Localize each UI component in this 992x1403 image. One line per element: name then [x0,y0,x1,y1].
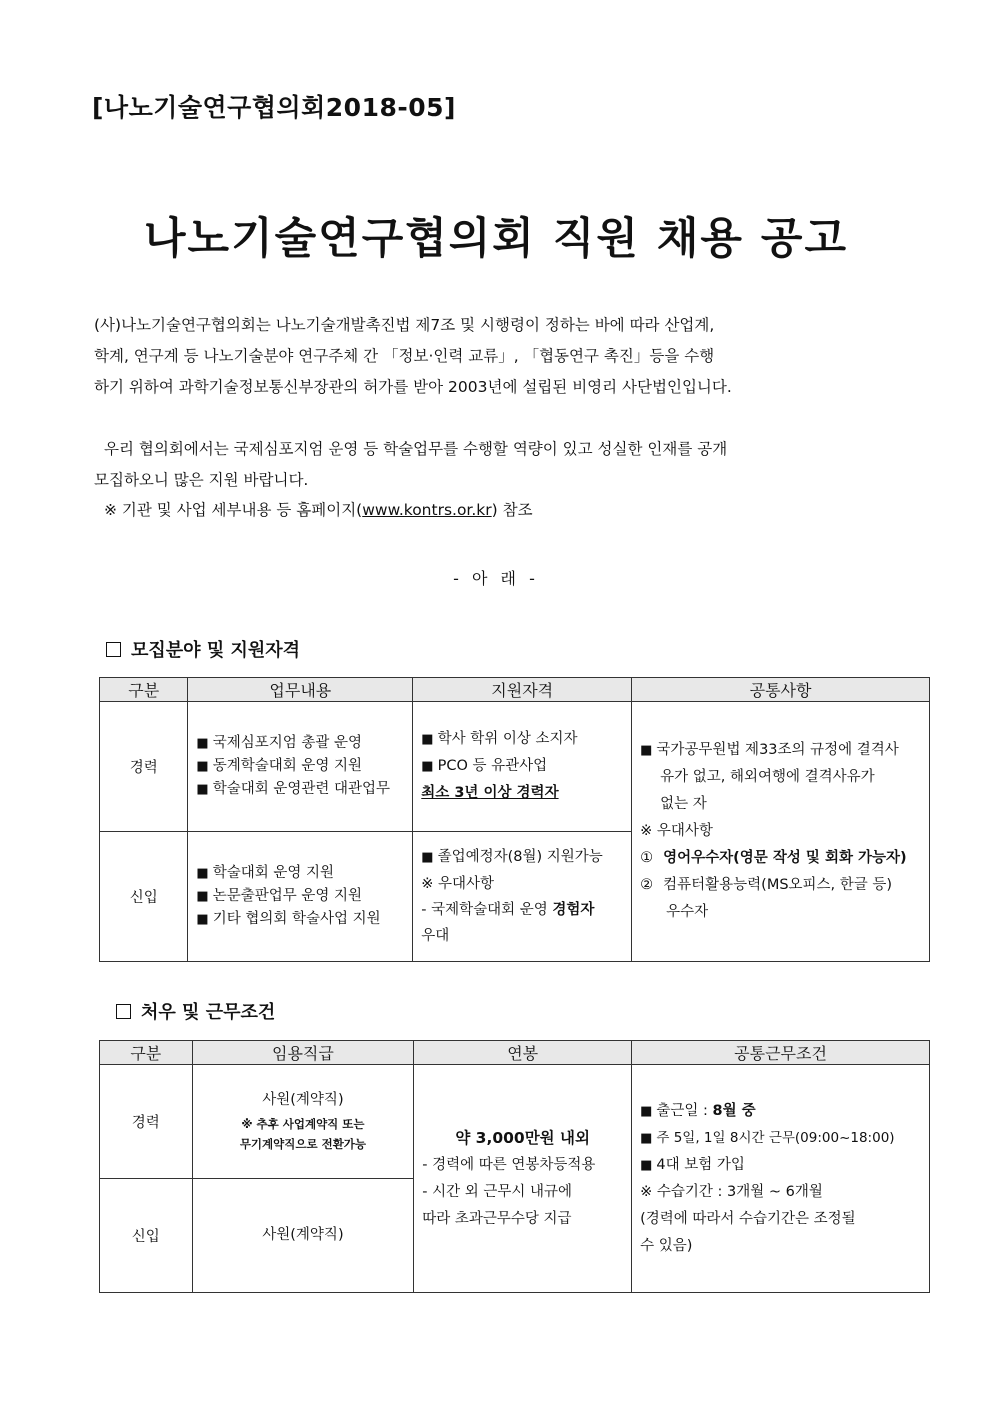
rank-note: ※ 추후 사업계약직 또는 [241,1117,365,1131]
list-item [196,755,404,778]
list-item [640,818,921,845]
list-item [196,862,404,885]
rank-text: 사원(계약직) [262,1092,344,1108]
bullet-icon: ■ [640,743,653,758]
section-heading-text: 모집분야 및 지원자격 [131,640,301,661]
salary-text: 따라 초과근무수당 지급 [422,1210,572,1227]
intro-line: 하기 위하여 과학기술정보통신부장관의 허가를 받아 2003년에 설립된 비영리 사단법인입니다. [94,378,732,396]
list-item [640,899,921,926]
category-cell: 경력 [100,702,188,832]
experience-requirement: 최소 3년 이상 경력자 [421,785,559,801]
qualification-text: 졸업예정자(8월) 지원가능 [437,849,603,865]
table-row [100,702,930,832]
common-text: 우수자 [666,904,709,920]
list-item [640,764,921,791]
qualification-text: 우대 [421,928,450,944]
category-cell: 신입 [100,1179,193,1293]
work-conditions-cell [632,1065,930,1293]
bullet-icon: ■ [640,1157,653,1173]
bullet-icon: ■ [421,732,434,747]
homepage-link[interactable]: www.kontrs.or.kr [362,501,492,519]
category-cell: 신입 [100,832,188,962]
bullet-icon: ■ [421,759,434,774]
note-prefix: ※ 기관 및 사업 세부내용 등 홈페이지( [104,501,363,519]
recruitment-table [99,677,930,962]
salary-cell [414,1065,632,1293]
common-requirements-cell [632,702,930,962]
intro-paragraph [94,310,902,403]
start-date: 8월 중 [712,1102,756,1119]
list-item [196,908,404,931]
intro-line: (사)나노기술연구협의회는 나노기술개발촉진법 제7조 및 시행령이 정하는 바에 따라 산업계, [94,316,715,334]
rank-cell [192,1179,414,1293]
common-text: 없는 자 [660,796,707,812]
bullet-icon: ■ [196,782,209,797]
bullet-icon: ■ [196,759,209,774]
duty-text: 기타 협의회 학술사업 지원 [212,911,381,927]
header-category: 구분 [100,1041,193,1065]
rank-note: 무기계약직으로 전환가능 [239,1137,367,1151]
page-title: 나노기술연구협의회 직원 채용 공고 [144,214,848,264]
number-marker: ② [640,877,654,893]
table-header-row [100,1041,930,1065]
table-row [100,1065,930,1179]
common-text: 컴퓨터활용능력(MS오피스, 한글 등) [663,877,893,893]
qualification-emphasis: 경험자 [552,902,595,918]
square-bullet-icon [106,642,121,657]
qualification-text: - 국제학술대회 운영 [421,902,553,918]
condition-text: 수 있음) [640,1237,693,1254]
list-item [640,845,921,872]
section-heading-conditions [116,998,275,1024]
list-item [421,780,623,807]
rank-text: 사원(계약직) [262,1227,344,1243]
common-text: 영어우수자(영문 작성 및 회화 가능자) [663,850,907,866]
condition-text: 출근일 : [656,1102,713,1119]
common-text: 유가 없고, 해외여행에 결격사유가 [660,769,875,785]
duties-cell [188,702,413,832]
header-duties: 업무내용 [188,678,413,702]
condition-text: ※ 수습기간 : 3개월 ~ 6개월 [640,1183,823,1200]
list-item [421,726,623,753]
document-id: [나노기술연구협의회2018-05] [92,93,456,122]
list-item [640,872,921,899]
salary-main: 약 3,000만원 내외 [455,1128,590,1147]
condition-text: 주 5일, 1일 8시간 근무(09:00~18:00) [656,1129,895,1146]
list-item [196,885,404,908]
bullet-icon: ■ [421,850,434,865]
list-item [421,897,623,923]
list-item [640,737,921,764]
common-text: 국가공무원법 제33조의 규정에 결격사 [656,742,899,758]
header-rank: 임용직급 [192,1041,414,1065]
qualifications-cell [413,832,632,962]
duty-text: 학술대회 운영 지원 [212,865,334,881]
bullet-icon: ■ [196,866,209,881]
salary-text: - 경력에 따른 연봉차등적용 [422,1156,596,1173]
list-item [421,844,623,871]
list-item [196,732,404,755]
square-bullet-icon [116,1004,131,1019]
list-item [640,1098,921,1125]
list-item [640,1179,921,1206]
duty-text: 학술대회 운영관련 대관업무 [212,781,391,797]
list-item [640,1206,921,1233]
list-item [640,1125,921,1152]
bullet-icon: ■ [196,889,209,904]
qualification-text: 학사 학위 이상 소지자 [437,731,578,747]
header-common: 공통사항 [632,678,930,702]
invite-line: 우리 협의회에서는 국제심포지엄 운영 등 학술업무를 수행할 역량이 있고 성실한 인재를 공개 [104,440,728,458]
header-category: 구분 [100,678,188,702]
bullet-icon: ■ [196,736,209,751]
qualification-text: PCO 등 유관사업 [437,758,548,774]
duty-text: 동계학술대회 운영 지원 [212,758,362,774]
invite-paragraph [94,434,902,496]
duty-text: 국제심포지엄 총괄 운영 [212,735,362,751]
list-item [421,871,623,897]
qualification-text: ※ 우대사항 [421,876,495,892]
rank-cell [192,1065,414,1179]
section-heading-text: 처우 및 근무조건 [141,1002,276,1023]
common-text: ※ 우대사항 [640,823,713,839]
condition-text: (경력에 따라서 수습기간은 조정될 [640,1210,856,1227]
duties-cell [188,832,413,962]
list-item [421,923,623,949]
bullet-icon: ■ [196,912,209,927]
list-item [640,791,921,818]
bullet-icon: ■ [640,1103,653,1119]
homepage-note [104,495,533,526]
intro-line: 학계, 연구계 등 나노기술분야 연구주체 간 「정보·인력 교류」, 「협동연구 촉진」등을 수행 [94,347,715,365]
table-header-row [100,678,930,702]
bullet-icon: ■ [640,1130,653,1146]
list-item [640,1233,921,1260]
list-item [196,778,404,801]
category-cell: 경력 [100,1065,193,1179]
number-marker: ① [640,850,654,866]
qualifications-cell [413,702,632,832]
details-divider: - 아 래 - [453,569,539,588]
header-salary: 연봉 [414,1041,632,1065]
conditions-table [99,1040,930,1293]
condition-text: 4대 보험 가입 [656,1156,745,1173]
note-suffix: ) 참조 [491,501,533,519]
list-item [640,1152,921,1179]
invite-line: 모집하오니 많은 지원 바랍니다. [94,471,309,489]
section-heading-recruitment [106,636,300,662]
salary-text: - 시간 외 근무시 내규에 [422,1183,572,1200]
list-item [421,753,623,780]
header-conditions: 공통근무조건 [632,1041,930,1065]
duty-text: 논문출판업무 운영 지원 [212,888,362,904]
header-qualifications: 지원자격 [413,678,632,702]
